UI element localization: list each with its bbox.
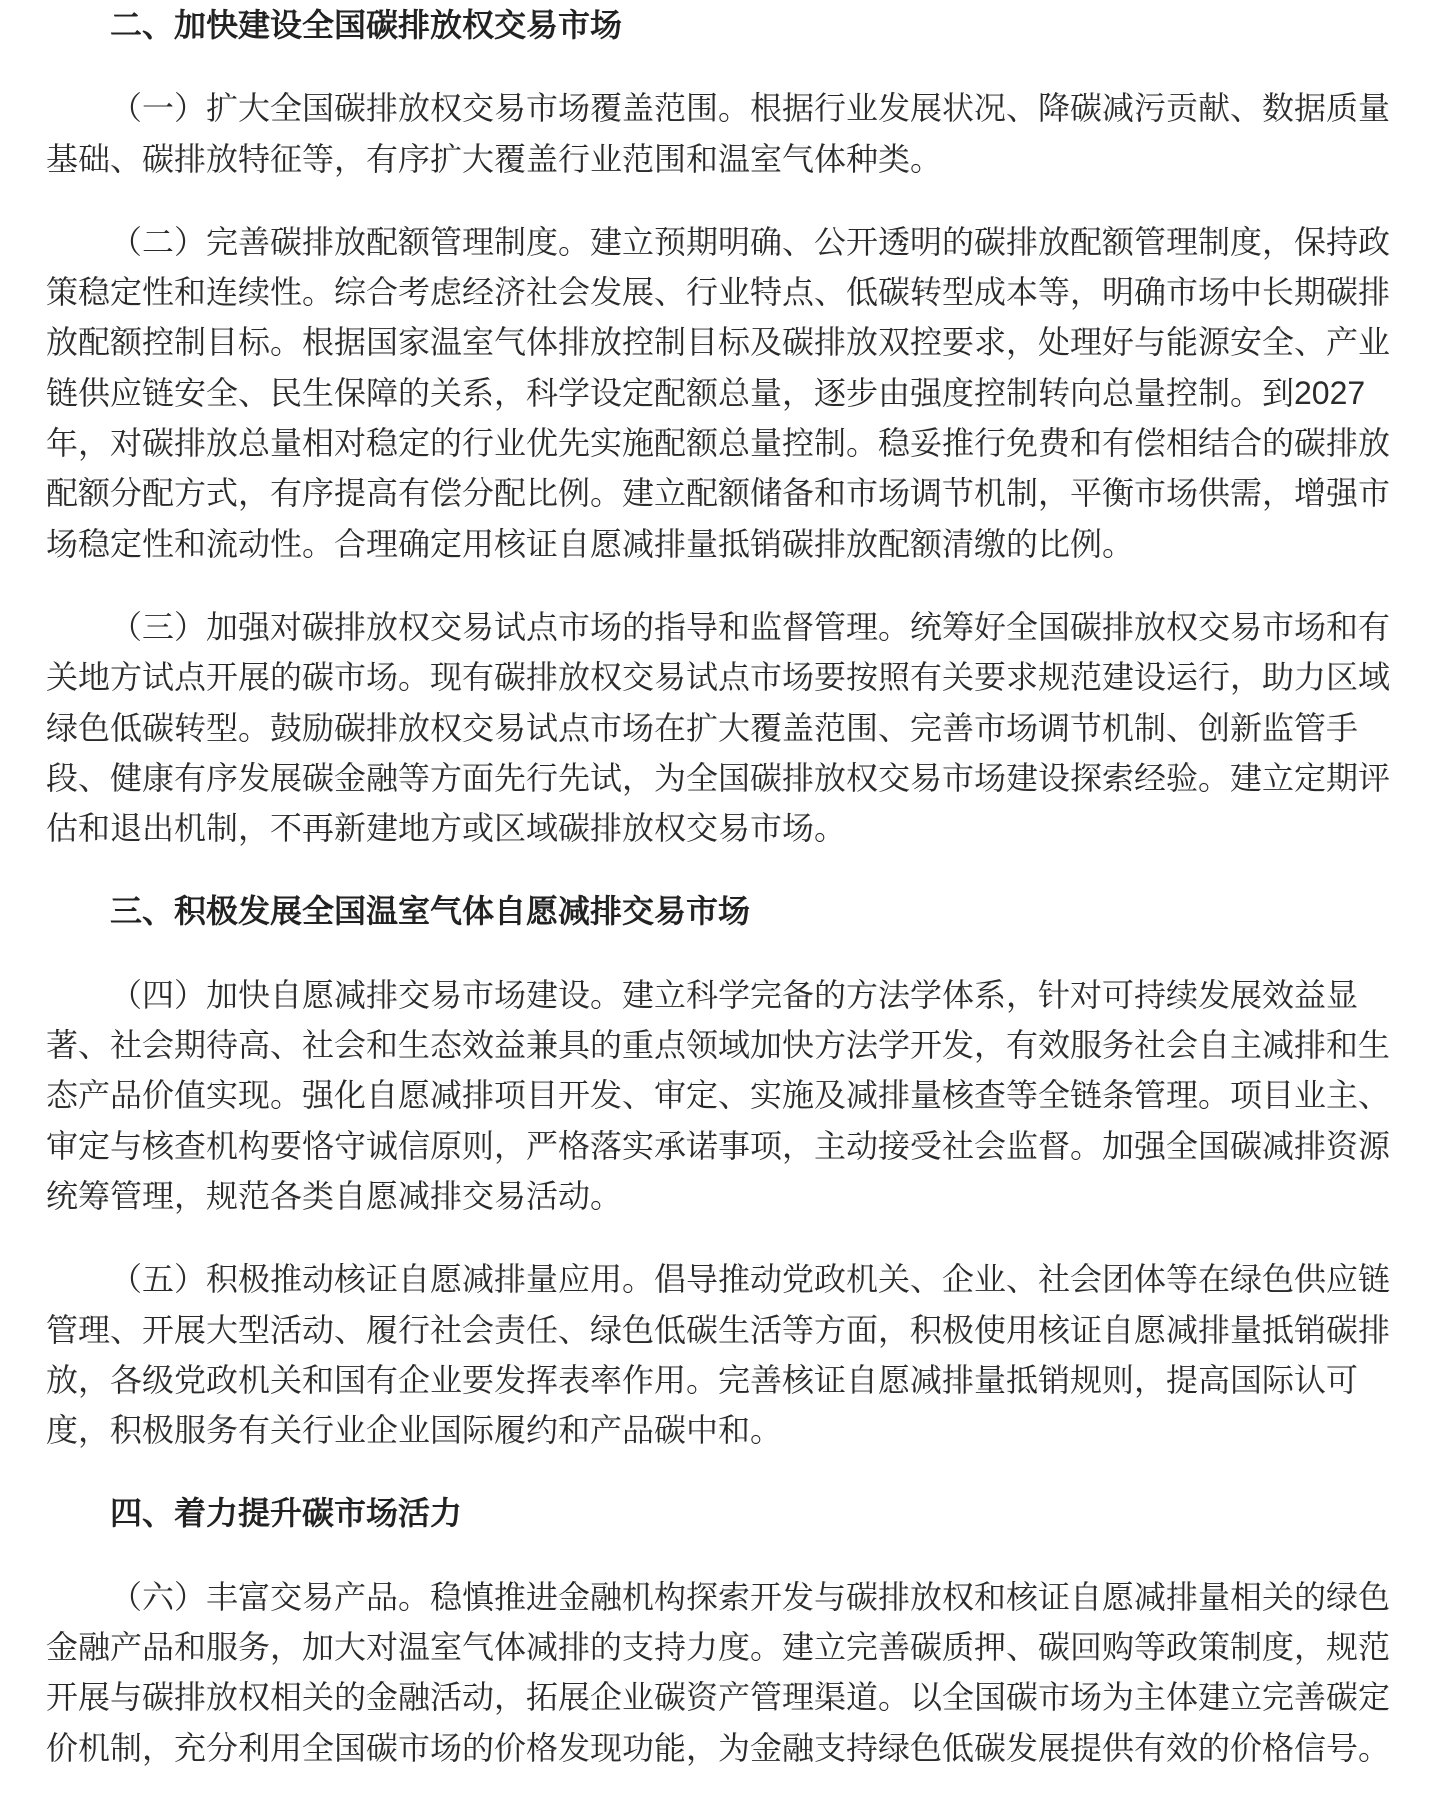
section-heading: 三、积极发展全国温室气体自愿减排交易市场: [110, 893, 751, 930]
paragraph-line: 放配额控制目标。根据国家温室气体排放控制目标及碳排放双控要求，处理好与能源安全、产业: [46, 324, 1391, 361]
paragraph-6: [46, 1572, 1450, 1773]
paragraph-4: [46, 970, 1450, 1221]
paragraph-line: （二）完善碳排放配额管理制度。建立预期明确、公开透明的碳排放配额管理制度，保持政: [110, 223, 1391, 260]
section-heading: 四、着力提升碳市场活力: [110, 1495, 463, 1532]
paragraph-line: 态产品价值实现。强化自愿减排项目开发、审定、实施及减排量核查等全链条管理。项目业主、: [46, 1077, 1391, 1114]
paragraph-line: 配额分配方式，有序提高有偿分配比例。建立配额储备和市场调节机制，平衡市场供需，增强市: [46, 475, 1391, 512]
paragraph-2: [46, 217, 1450, 569]
paragraph-line: 管理、开展大型活动、履行社会责任、绿色低碳生活等方面，积极使用核证自愿减排量抵销碳排: [46, 1311, 1391, 1348]
paragraph-line: （一）扩大全国碳排放权交易市场覆盖范围。根据行业发展状况、降碳减污贡献、数据质量: [110, 90, 1391, 127]
paragraph-line: 年，对碳排放总量相对稳定的行业优先实施配额总量控制。稳妥推行免费和有偿相结合的碳排放: [46, 425, 1391, 462]
paragraph-line: 链供应链安全、民生保障的关系，科学设定配额总量，逐步由强度控制转向总量控制。到2027: [46, 374, 1366, 411]
paragraph-5: [46, 1254, 1450, 1455]
paragraph-line: 策稳定性和连续性。综合考虑经济社会发展、行业特点、低碳转型成本等，明确市场中长期碳排: [46, 274, 1391, 311]
paragraph-line: 开展与碳排放权相关的金融活动，拓展企业碳资产管理渠道。以全国碳市场为主体建立完善碳定: [46, 1679, 1391, 1716]
paragraph-line: 审定与核查机构要恪守诚信原则，严格落实承诺事项，主动接受社会监督。加强全国碳减排资源: [46, 1127, 1391, 1164]
paragraph-line: 金融产品和服务，加大对温室气体减排的支持力度。建立完善碳质押、碳回购等政策制度，规范: [46, 1629, 1391, 1666]
section-heading: 二、加快建设全国碳排放权交易市场: [110, 7, 623, 43]
paragraph-1: [46, 83, 1450, 184]
paragraph-line: （六）丰富交易产品。稳慎推进金融机构探索开发与碳排放权和核证自愿减排量相关的绿色: [110, 1578, 1391, 1615]
paragraph-line: （四）加快自愿减排交易市场建设。建立科学完备的方法学体系，针对可持续发展效益显: [110, 976, 1359, 1013]
paragraph-line: （五）积极推动核证自愿减排量应用。倡导推动党政机关、企业、社会团体等在绿色供应链: [110, 1261, 1391, 1298]
paragraph-line: 度，积极服务有关行业企业国际履约和产品碳中和。: [46, 1412, 783, 1449]
paragraph-line: 价机制，充分利用全国碳市场的价格发现功能，为金融支持绿色低碳发展提供有效的价格信号。: [46, 1729, 1391, 1766]
paragraph-line: 绿色低碳转型。鼓励碳排放权交易试点市场在扩大覆盖范围、完善市场调节机制、创新监管手: [46, 709, 1359, 746]
paragraph-line: （三）加强对碳排放权交易试点市场的指导和监督管理。统筹好全国碳排放权交易市场和有: [110, 608, 1391, 645]
paragraph-3: [46, 602, 1450, 853]
paragraph-line: 段、健康有序发展碳金融等方面先行先试，为全国碳排放权交易市场建设探索经验。建立定期评: [46, 759, 1391, 796]
paragraph-line: 关地方试点开展的碳市场。现有碳排放权交易试点市场要按照有关要求规范建设运行，助力区域: [46, 659, 1391, 696]
paragraph-line: 著、社会期待高、社会和生态效益兼具的重点领域加快方法学开发，有效服务社会自主减排和生: [46, 1027, 1391, 1064]
paragraph-line: 估和退出机制，不再新建地方或区域碳排放权交易市场。: [46, 810, 847, 847]
paragraph-line: 放，各级党政机关和国有企业要发挥表率作用。完善核证自愿减排量抵销规则，提高国际认可: [46, 1361, 1359, 1398]
paragraph-line: 基础、碳排放特征等，有序扩大覆盖行业范围和温室气体种类。: [46, 140, 943, 177]
paragraph-line: 场稳定性和流动性。合理确定用核证自愿减排量抵销碳排放配额清缴的比例。: [46, 525, 1135, 562]
paragraph-line: 统筹管理，规范各类自愿减排交易活动。: [46, 1177, 623, 1214]
